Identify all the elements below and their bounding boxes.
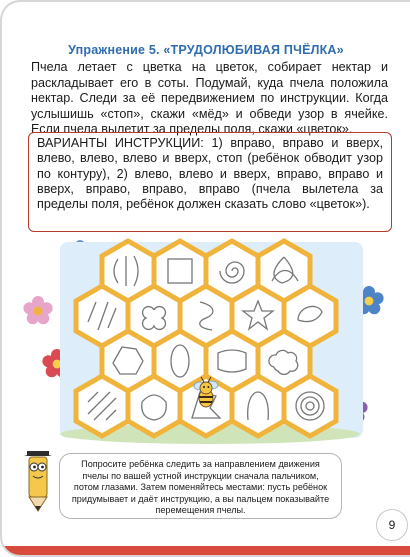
intro-paragraph: Пчела летает с цветка на цветок, собирает нектар и раскладывает его в соты. Подумай, куда пчела положила нектар. Следи за её передвижением по инструкции. Когда услышишь «стоп», скажи «мёд» и обведи узор в ячейке. Если пчела вылетит за пределы поля, скажи «цветок». [31, 60, 388, 137]
exercise-number: Упражнение 5. [68, 43, 160, 57]
page-number: 9 [376, 509, 408, 541]
honeycomb-cell[interactable] [76, 376, 128, 436]
footer-bar [2, 546, 410, 555]
instructions-box: ВАРИАНТЫ ИНСТРУКЦИИ: 1) вправо, вправо и вверх, влево, влево, влево и вверх, стоп (ребёнок обводит узор по контуру), 2) влево, влево и вверх, вправо, вправо и вверх, вправо, вправо, вправо (пчела вылетела за пределы поля, ребёнок должен сказать слово «цветок»). [28, 132, 392, 232]
honeycomb-field [60, 234, 363, 444]
exercise-title [2, 43, 410, 57]
honeycomb-cell[interactable] [128, 376, 180, 436]
honeycomb-svg [60, 234, 363, 444]
honeycomb-cell[interactable] [284, 376, 336, 436]
parent-note: Попросите ребёнка следить за направлением движения пчелы по вашей устной инструкции сначала пальчиком, потом глазами. Затем поменяйтесь местами: пусть ребёнок придумывает и даёт инструкцию, а вы пальцем показывайте перемещения пчелы. [59, 453, 342, 519]
flower-icon [21, 294, 55, 328]
exercise-name: «ТРУДОЛЮБИВАЯ ПЧЁЛКА» [163, 43, 344, 57]
teacher-pencil-icon [18, 449, 58, 513]
honeycomb-cell[interactable] [232, 376, 284, 436]
